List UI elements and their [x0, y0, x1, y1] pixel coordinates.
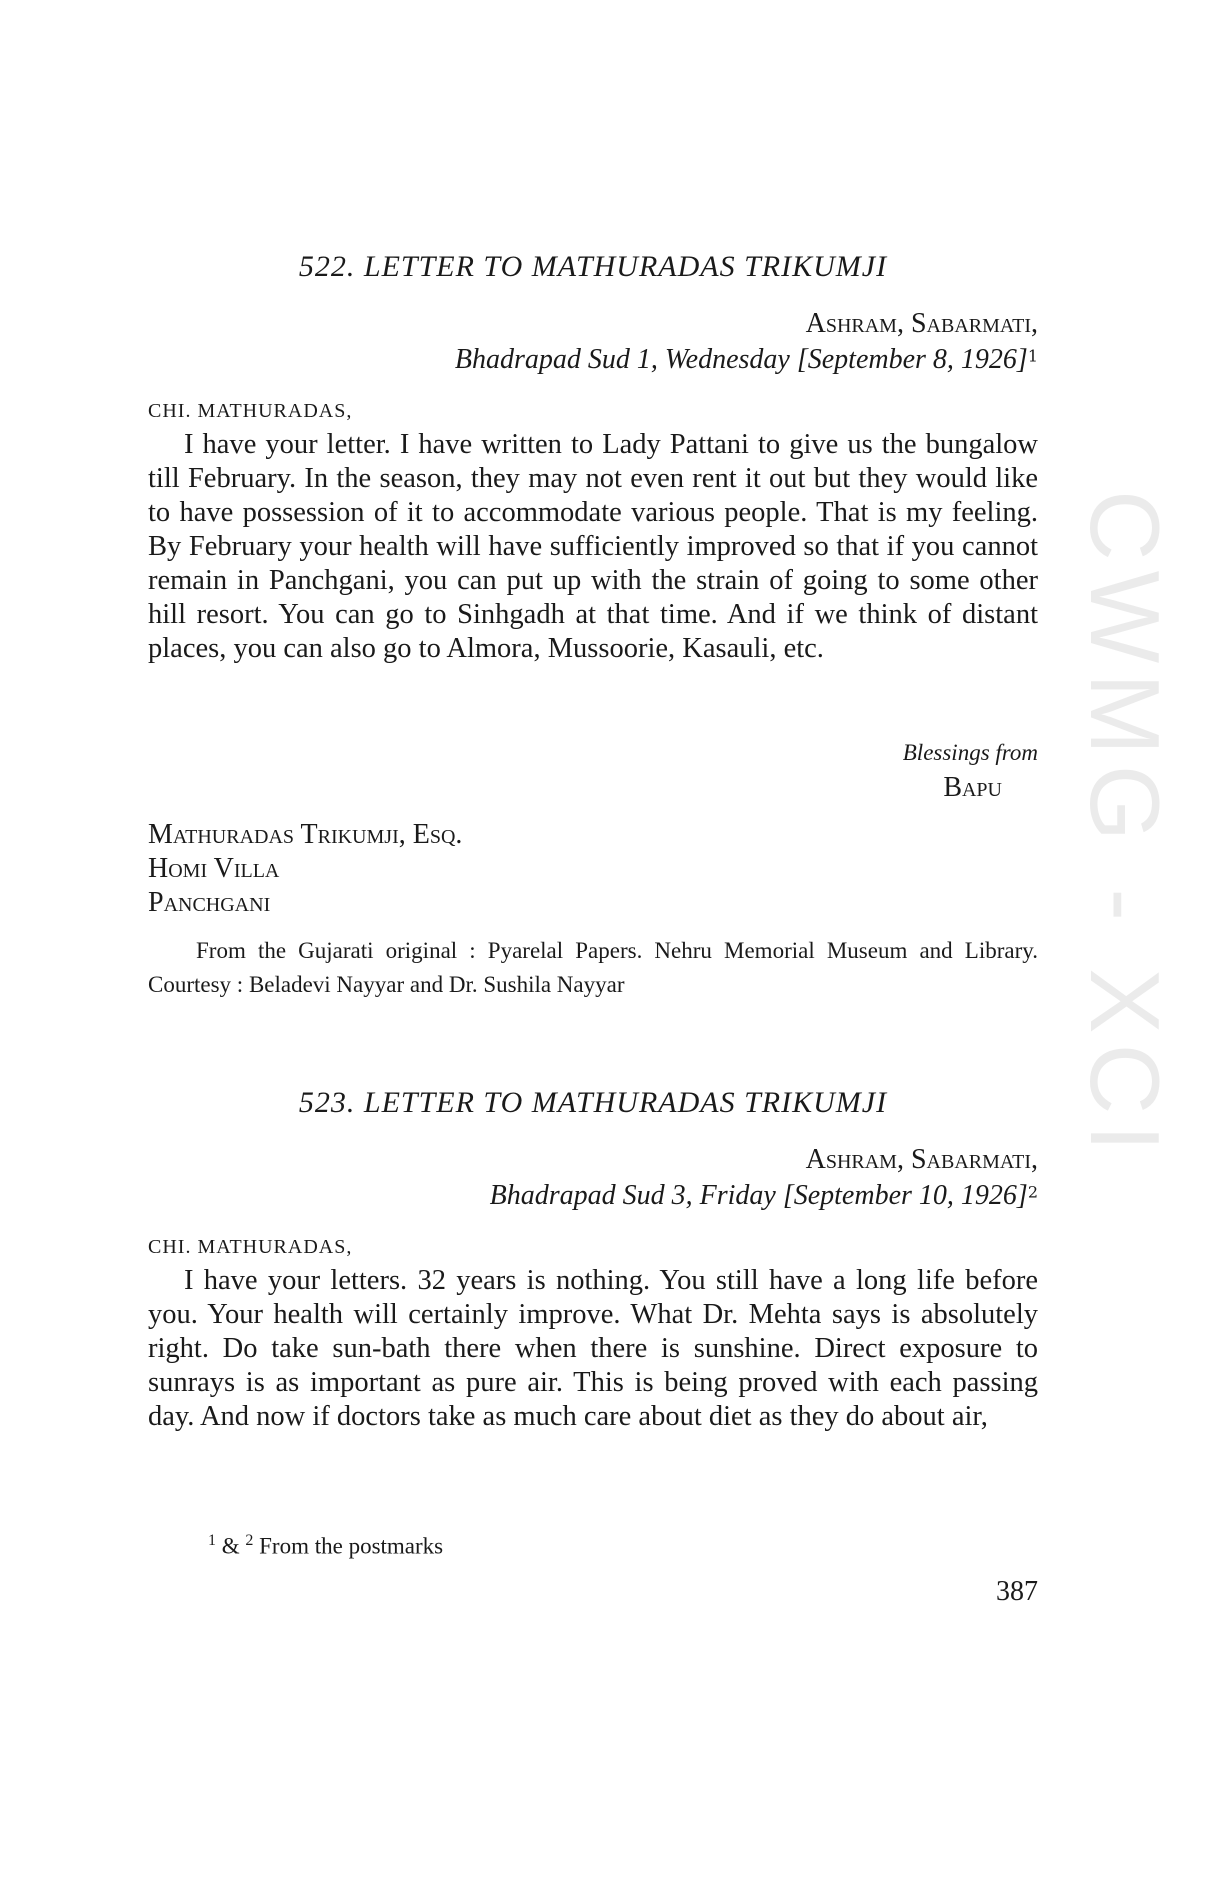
- letter-523-salutation: [148, 1236, 1038, 1259]
- letter-heading: 523. LETTER TO MATHURADAS TRIKUMJI: [298, 1086, 888, 1119]
- page-number: 387: [996, 1576, 1038, 1607]
- salutation: CHI. MATHURADAS,: [148, 400, 353, 422]
- footnote-mark-1: 1: [208, 1532, 216, 1549]
- letter-523-dateline: [148, 1180, 1038, 1212]
- letter-522-address: [148, 818, 1038, 920]
- letter-body: I have your letters. 32 years is nothing. You still have a long life before you. Your health will certainly improve. What Dr. Mehta says is absolutely right. Do take sun-bath there when there is sunshine. Direct exposure to sunrays is as important as pure air. This is being proved with each passing day. And now if doctors take as much care about diet as they do about air,: [148, 1265, 1038, 1432]
- letter-place: Ashram, Sabarmati,: [805, 1144, 1038, 1175]
- footnote-mark: 1: [1027, 346, 1038, 366]
- signature: Bapu: [943, 772, 1002, 803]
- address-line-2: Homi Villa: [148, 853, 280, 884]
- letter-heading: 522. LETTER TO MATHURADAS TRIKUMJI: [298, 250, 888, 283]
- letter-522-source: [148, 934, 1038, 1002]
- address-line-3: Panchgani: [148, 887, 271, 918]
- footnote-mark-2: 2: [245, 1532, 254, 1549]
- letter-522-closing: [148, 740, 1038, 766]
- source-note: From the Gujarati original : Pyarelal Papers. Nehru Memorial Museum and Library. Courtesy : Beladevi Nayyar and Dr. Sushila Nayyar: [148, 938, 1038, 997]
- salutation: CHI. MATHURADAS,: [148, 1236, 353, 1258]
- letter-523-place: [148, 1144, 1038, 1176]
- letter-522-signature: [148, 772, 1038, 804]
- footnote-mark: 2: [1027, 1182, 1038, 1202]
- letter-522-place: [148, 308, 1038, 340]
- letter-523: [148, 1086, 1038, 1120]
- letter-522-dateline: [148, 344, 1038, 376]
- watermark: CWMG - XCI: [1070, 490, 1180, 1162]
- letter-date: Bhadrapad Sud 1, Wednesday [September 8, 1926]: [454, 344, 1028, 375]
- closing: Blessings from: [902, 740, 1038, 765]
- footnote-text: From the postmarks: [253, 1533, 444, 1559]
- footnote-block: [208, 1532, 908, 1560]
- letter-522-salutation: [148, 400, 1038, 423]
- letter-522: [148, 250, 1038, 284]
- letter-date: Bhadrapad Sud 3, Friday [September 10, 1926]: [489, 1180, 1028, 1211]
- page-number-block: [148, 1576, 1038, 1608]
- footnote: [208, 1532, 908, 1560]
- letter-place: Ashram, Sabarmati,: [805, 308, 1038, 339]
- letter-523-body-block: [148, 1264, 1038, 1434]
- footnote-joiner: &: [216, 1533, 246, 1559]
- letter-body: I have your letter. I have written to Lady Pattani to give us the bungalow till February. In the season, they may not even rent it out but they would like to have possession of it to accommodate various people. That is my feeling. By February your health will have sufficiently improved so that if you cannot remain in Panchgani, you can put up with the strain of going to some other hill resort. You can go to Sinhgadh at that time. And if we think of distant places, you can also go to Almora, Mussoorie, Kasauli, etc.: [148, 429, 1038, 664]
- address-line-1: Mathuradas Trikumji, Esq.: [148, 819, 463, 850]
- letter-522-body-block: [148, 428, 1038, 666]
